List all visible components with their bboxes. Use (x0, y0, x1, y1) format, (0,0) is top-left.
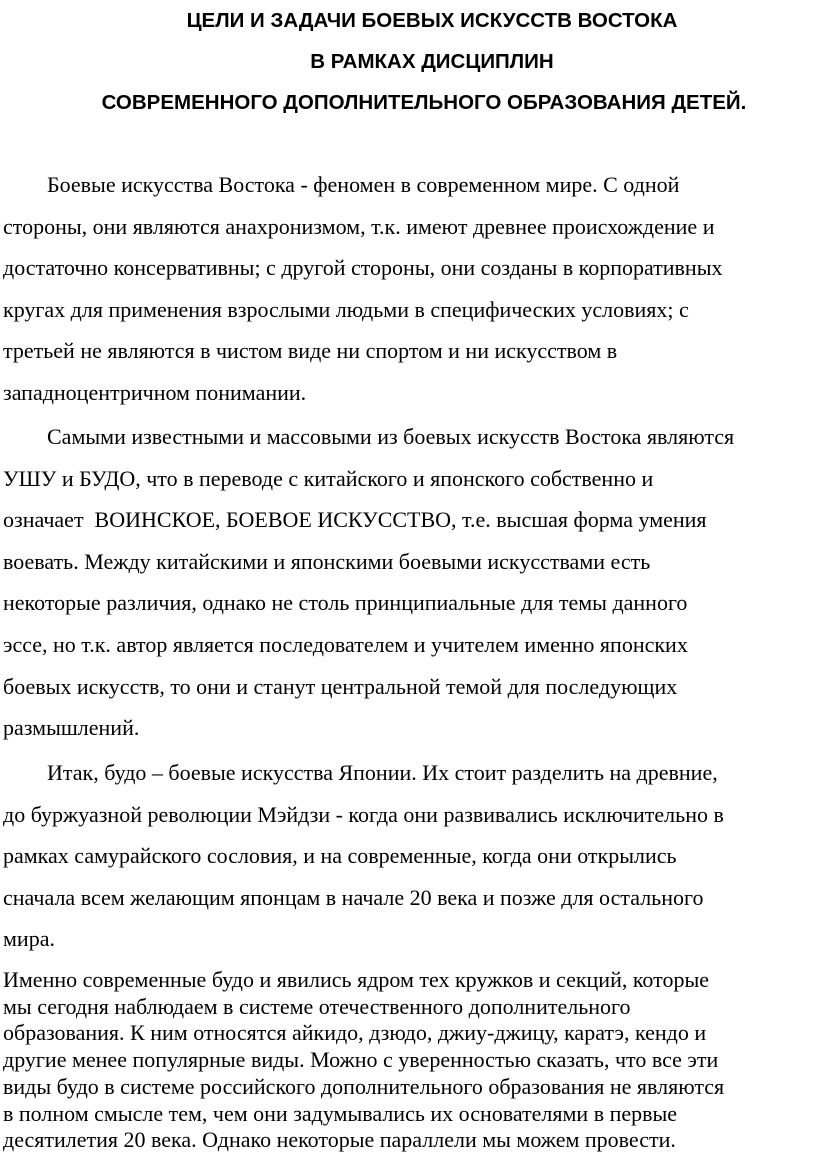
paragraph-2 (3, 416, 811, 749)
paragraph-line: третьей не являются в чистом виде ни спортом и ни искусством в (3, 338, 618, 364)
paragraph-line: кругах для применения взрослыми людьми в специфических условиях; с (3, 296, 689, 322)
paragraph-line: размышлений. (3, 715, 140, 741)
paragraph-line: эссе, но т.к. автор является последователем и учителем именно японских (3, 631, 688, 657)
paragraph-line: мы сегодня наблюдаем в системе отечественного дополнительного (3, 993, 631, 1019)
paragraph-line: достаточно консервативны; с другой стороны, они созданы в корпоративных (3, 255, 723, 281)
paragraph-line: Боевые искусства Востока - феномен в современном мире. С одной (47, 172, 680, 197)
document-title (0, 0, 816, 123)
paragraph-3 (3, 752, 811, 960)
paragraph-line: Итак, будо – боевые искусства Японии. Их стоит разделить на древние, (47, 760, 718, 785)
paragraph-line: виды будо в системе российского дополнительного образования не являются (3, 1073, 725, 1099)
paragraph-line: десятилетия 20 века. Однако некоторые параллели мы можем провести. (3, 1127, 676, 1153)
title-line-1: ЦЕЛИ И ЗАДАЧИ БОЕВЫХ ИСКУССТВ ВОСТОКА (186, 9, 678, 32)
paragraph-line: мира. (3, 926, 55, 952)
paragraph-line: боевых искусств, то они и станут центральной темой для последующих (3, 673, 678, 699)
paragraph-4 (3, 967, 813, 1154)
paragraph-line: рамках самурайского сословия, и на современные, когда они открылись (3, 843, 677, 869)
paragraph-line: образования. К ним относятся айкидо, дзюдо, джиу-джицу, каратэ, кендо и (3, 1020, 707, 1046)
paragraph-line: Самыми известными и массовыми из боевых искусств Востока являются (47, 424, 735, 449)
paragraph-line: в полном смысле тем, чем они задумывались их основателями в первые (3, 1100, 678, 1126)
paragraph-line: УШУ и БУДО, что в переводе с китайского и японского собственно и (3, 465, 654, 491)
paragraph-line: западноцентричном понимании. (3, 379, 307, 405)
title-line-3: СОВРЕМЕННОГО ДОПОЛНИТЕЛЬНОГО ОБРАЗОВАНИЯ ДЕТЕЙ. (101, 91, 747, 114)
paragraph-line: некоторые различия, однако не столь принципиальные для темы данного (3, 590, 688, 616)
paragraph-line: до буржуазной революции Мэйдзи - когда они развивались исключительно в (3, 801, 724, 827)
paragraph-line: стороны, они являются анахронизмом, т.к. имеют древнее происхождение и (3, 213, 715, 239)
paragraph-line: означает ВОИНСКОЕ, БОЕВОЕ ИСКУССТВО, т.е. высшая форма умения (3, 507, 707, 533)
paragraph-line: воевать. Между китайскими и японскими боевыми искусствами есть (3, 548, 651, 574)
paragraph-line: другие менее популярные виды. Можно с уверенностью сказать, что все эти (3, 1047, 719, 1073)
paragraph-1 (3, 164, 811, 414)
title-line-2: В РАМКАХ ДИСЦИПЛИН (310, 50, 554, 73)
paragraph-line: Именно современные будо и явились ядром тех кружков и секций, которые (3, 967, 709, 992)
paragraph-line: сначала всем желающим японцам в начале 20 века и позже для остального (3, 884, 704, 910)
